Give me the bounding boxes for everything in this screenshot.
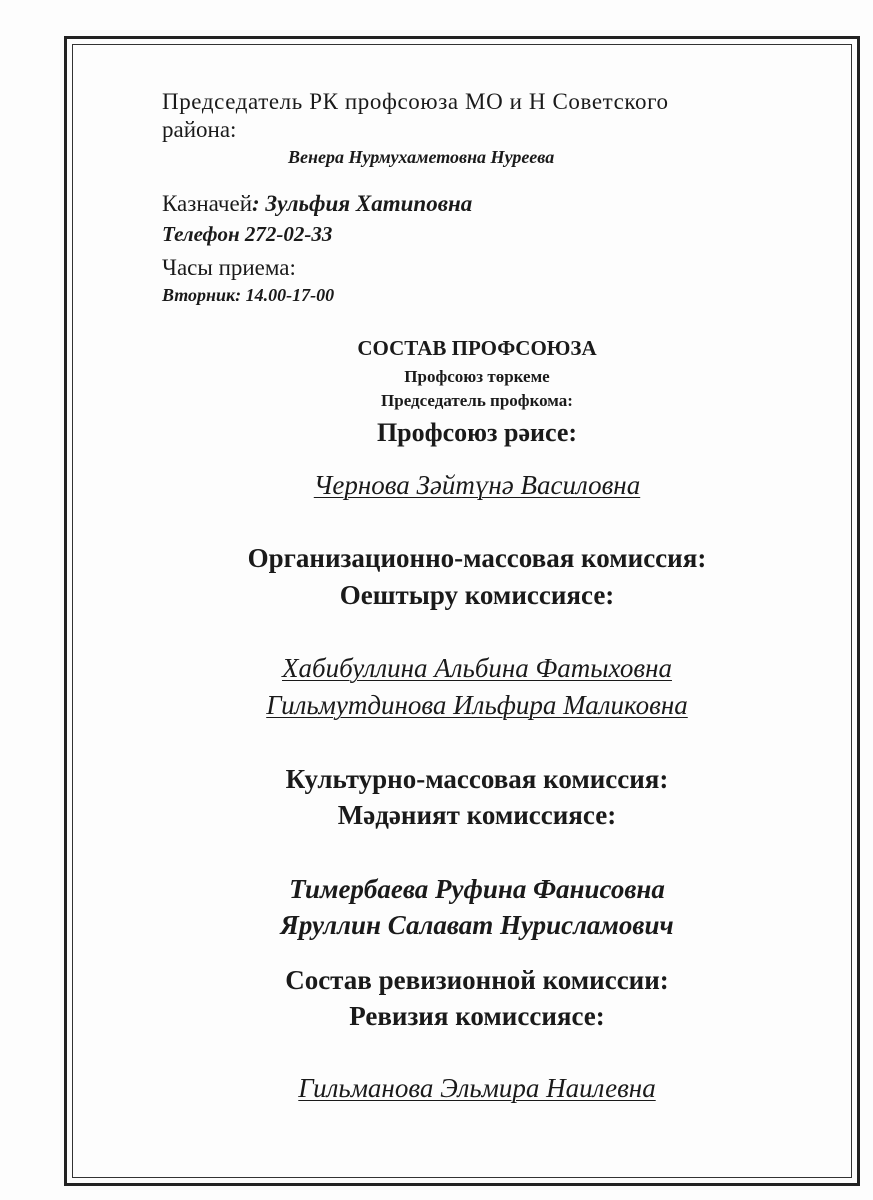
treasurer-label: Казначей: [162, 191, 253, 216]
profcom-chair-name: Чернова Зәйтүнә Василовна: [313, 470, 641, 500]
hours-label: Часы приема:: [162, 255, 296, 280]
culture-member-1: Тимербаева Руфина Фанисовна: [289, 874, 665, 904]
culture-commission-title-tat: Мәдәният комиссиясе:: [337, 800, 617, 830]
org-commission-title: Организационно-массовая комиссия:: [247, 543, 707, 573]
audit-member-1: Гильманова Эльмира Наилевна: [298, 1073, 656, 1103]
audit-commission-title: Состав ревизионной комиссии:: [285, 965, 669, 995]
chair-line-1: Председатель РК профсоюза МО и Н Советского: [162, 89, 669, 114]
hours-value: Вторник: 14.00-17-00: [162, 285, 335, 305]
org-member-row: [64, 655, 860, 682]
treasurer-name: : Зульфия Хатиповна: [252, 191, 473, 216]
profcom-chair-row: [64, 472, 860, 499]
phone: Телефон 272-02-33: [162, 222, 333, 246]
chair-name: Венера Нурмухаметовна Нуреева: [288, 147, 555, 167]
org-member-2: Гильмутдинова Ильфира Маликовна: [266, 690, 688, 720]
culture-member-2: Яруллин Салават Нурисламович: [280, 910, 674, 940]
chair-line-2: района:: [162, 117, 237, 142]
composition-title: СОСТАВ ПРОФСОЮЗА: [357, 336, 597, 360]
profcom-chair-label: Председатель профкома:: [381, 391, 573, 410]
composition-subtitle-tat: Профсоюз төркеме: [404, 367, 550, 386]
treasurer-line: [162, 192, 472, 215]
audit-member-row: [64, 1075, 860, 1102]
org-commission-title-tat: Оештыру комиссиясе:: [339, 580, 615, 610]
org-member-1: Хабибуллина Альбина Фатыховна: [282, 653, 672, 683]
culture-commission-title: Культурно-массовая комиссия:: [285, 764, 669, 794]
audit-commission-title-tat: Ревизия комиссиясе:: [349, 1001, 605, 1031]
profcom-chair-label-tat: Профсоюз рәисе:: [376, 418, 578, 447]
org-member-row: [64, 692, 860, 719]
